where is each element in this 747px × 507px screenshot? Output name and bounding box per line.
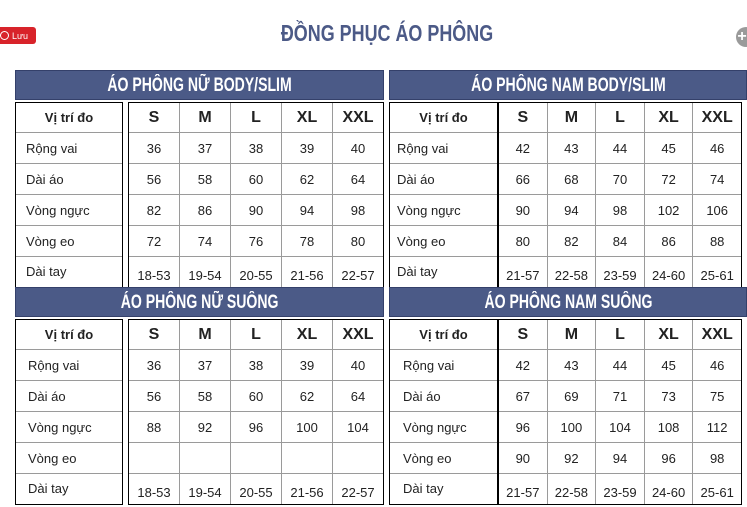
table-cell: 21-57 (506, 485, 540, 500)
measurement-label: Dài tay (390, 256, 497, 286)
table-cell: 37 (179, 350, 230, 380)
table-title-text: ÁO PHÔNG NAM SUÔNG (484, 292, 652, 313)
table-row (129, 225, 383, 256)
table-title-text: ÁO PHÔNG NỮ SUÔNG (120, 292, 279, 313)
table-row (499, 442, 741, 473)
table-cell: 92 (179, 412, 230, 442)
size-header-row (129, 103, 383, 132)
table-cell: 70 (595, 164, 644, 194)
size-header-row (129, 320, 383, 349)
plus-icon[interactable]: + (736, 27, 747, 47)
size-header: L (595, 103, 644, 132)
page-title: ĐỒNG PHỤC ÁO PHÔNG (280, 20, 494, 46)
size-header: M (547, 103, 596, 132)
table-cell: 23-59 (595, 474, 644, 504)
measurement-label: Dài tay (390, 473, 497, 503)
table-cell: 64 (332, 164, 383, 194)
table-cell: 21-56 (281, 257, 332, 287)
measurement-label: Dài tay (16, 256, 122, 286)
size-header-row (499, 103, 741, 132)
table-cell: 78 (281, 226, 332, 256)
table-cell: 62 (281, 381, 332, 411)
table-row (499, 132, 741, 163)
table-cell: 76 (230, 226, 281, 256)
measurement-label: Vòng eo (16, 225, 122, 256)
size-header: M (547, 320, 596, 349)
table-row (129, 380, 383, 411)
table-cell: 82 (146, 202, 162, 218)
table-cell: 98 (595, 195, 644, 225)
table-cell: 38 (230, 133, 281, 163)
row-header-label: Vị trí đo (419, 327, 468, 342)
table-cell: 90 (515, 450, 531, 466)
table-cell: 98 (332, 195, 383, 225)
table-row (499, 411, 741, 442)
table-cell: 102 (644, 195, 693, 225)
table-cell: 19-54 (179, 474, 230, 504)
table-cell: 66 (515, 171, 531, 187)
table-cell: 60 (230, 164, 281, 194)
table-cell: 36 (146, 140, 162, 156)
table-cell: 73 (644, 381, 693, 411)
size-table (389, 287, 747, 505)
table-cell: 36 (146, 357, 162, 373)
table-title-text: ÁO PHÔNG NAM BODY/SLIM (470, 75, 666, 96)
measurement-label: Dài áo (390, 380, 497, 411)
table-cell: 43 (547, 133, 596, 163)
measurement-label: Vòng eo (390, 225, 497, 256)
table-cell: 39 (281, 133, 332, 163)
table-cell: 58 (179, 381, 230, 411)
table-cell: 67 (515, 388, 531, 404)
table-cell: 88 (146, 419, 162, 435)
size-header: L (230, 103, 281, 132)
table-cell: 39 (281, 350, 332, 380)
table-cell: 86 (179, 195, 230, 225)
table-cell: 112 (692, 412, 741, 442)
table-title (389, 287, 747, 317)
table-row (499, 163, 741, 194)
table-row (129, 163, 383, 194)
table-cell: 21-56 (281, 474, 332, 504)
size-header: XXL (332, 320, 383, 349)
table-cell (230, 443, 281, 473)
table-cell: 106 (692, 195, 741, 225)
table-cell: 104 (595, 412, 644, 442)
table-row (129, 442, 383, 473)
measurement-label: Dài áo (16, 163, 122, 194)
table-row (129, 411, 383, 442)
size-header: XXL (332, 103, 383, 132)
table-cell: 56 (146, 171, 162, 187)
table-cell (332, 443, 383, 473)
table-cell: 62 (281, 164, 332, 194)
table-cell: 18-53 (137, 485, 171, 500)
values-column (128, 319, 384, 505)
size-header: XL (644, 320, 693, 349)
table-grid (15, 102, 384, 288)
values-column (498, 319, 742, 505)
table-cell: 44 (595, 133, 644, 163)
save-button-label: Lưu (12, 30, 29, 41)
table-grid (389, 102, 747, 288)
table-cell: 96 (230, 412, 281, 442)
table-cell: 44 (595, 350, 644, 380)
table-cell (129, 443, 179, 473)
row-header-label: Vị trí đo (419, 110, 468, 125)
size-header: XXL (692, 103, 741, 132)
table-cell: 37 (179, 133, 230, 163)
measurement-label: Vòng eo (390, 442, 497, 473)
size-header: M (179, 320, 230, 349)
measurement-label: Dài áo (16, 380, 122, 411)
table-cell: 96 (515, 419, 531, 435)
table-title (15, 70, 384, 100)
table-cell: 25-61 (692, 257, 741, 287)
table-cell (179, 443, 230, 473)
table-cell: 45 (644, 350, 693, 380)
measurement-label: Vòng ngực (390, 194, 497, 225)
table-row (499, 473, 741, 504)
size-header: XL (644, 103, 693, 132)
table-grid (389, 319, 747, 505)
table-cell: 38 (230, 350, 281, 380)
measurement-label: Vòng ngực (390, 411, 497, 442)
table-cell (281, 443, 332, 473)
table-cell: 104 (332, 412, 383, 442)
table-cell: 74 (179, 226, 230, 256)
table-title (389, 70, 747, 100)
table-cell: 58 (179, 164, 230, 194)
save-icon (0, 31, 9, 40)
table-row (499, 349, 741, 380)
table-row (129, 349, 383, 380)
table-cell: 43 (547, 350, 596, 380)
values-column (128, 102, 384, 288)
measurement-label: Vòng ngực (16, 194, 122, 225)
table-cell: 20-55 (230, 257, 281, 287)
table-row (129, 194, 383, 225)
table-cell: 94 (281, 195, 332, 225)
table-cell: 24-60 (644, 257, 693, 287)
values-column (498, 102, 742, 288)
table-cell: 45 (644, 133, 693, 163)
table-cell: 24-60 (644, 474, 693, 504)
table-cell: 84 (595, 226, 644, 256)
table-cell: 25-61 (692, 474, 741, 504)
size-header: L (230, 320, 281, 349)
table-cell: 69 (547, 381, 596, 411)
table-cell: 96 (644, 443, 693, 473)
table-cell: 46 (692, 133, 741, 163)
measurement-label: Dài tay (16, 473, 122, 503)
table-cell: 94 (595, 443, 644, 473)
size-header: S (148, 325, 160, 343)
label-column (389, 319, 498, 505)
table-cell: 64 (332, 381, 383, 411)
table-title-text: ÁO PHÔNG NỮ BODY/SLIM (107, 75, 292, 96)
table-cell: 90 (515, 202, 531, 218)
table-cell: 18-53 (137, 268, 171, 283)
table-row (499, 225, 741, 256)
size-header: S (517, 108, 529, 126)
table-row (129, 256, 383, 287)
table-cell: 20-55 (230, 474, 281, 504)
row-header-label: Vị trí đo (44, 110, 94, 125)
table-cell: 42 (515, 140, 531, 156)
table-cell: 42 (515, 357, 531, 373)
table-cell: 72 (644, 164, 693, 194)
table-cell: 90 (230, 195, 281, 225)
table-cell: 22-57 (332, 474, 383, 504)
size-header: S (148, 108, 160, 126)
table-cell: 22-57 (332, 257, 383, 287)
table-grid (15, 319, 384, 505)
label-column (15, 319, 123, 505)
table-cell: 92 (547, 443, 596, 473)
table-cell: 86 (644, 226, 693, 256)
table-row (499, 194, 741, 225)
label-column (15, 102, 123, 288)
table-cell: 68 (547, 164, 596, 194)
row-header-label: Vị trí đo (44, 327, 94, 342)
table-cell: 80 (515, 233, 531, 249)
table-cell: 71 (595, 381, 644, 411)
size-header-row (499, 320, 741, 349)
table-title (15, 287, 384, 317)
size-table (15, 70, 384, 288)
size-header: XXL (692, 320, 741, 349)
table-cell: 82 (547, 226, 596, 256)
table-cell: 88 (692, 226, 741, 256)
table-cell: 72 (146, 233, 162, 249)
table-cell: 60 (230, 381, 281, 411)
table-cell: 80 (332, 226, 383, 256)
size-table (389, 70, 747, 288)
label-column (389, 102, 498, 288)
table-cell: 22-58 (547, 474, 596, 504)
table-cell: 23-59 (595, 257, 644, 287)
table-cell: 40 (332, 350, 383, 380)
measurement-label: Vòng ngực (16, 411, 122, 442)
measurement-label: Rộng vai (390, 349, 497, 380)
table-cell: 74 (692, 164, 741, 194)
size-header: S (517, 325, 529, 343)
size-table (15, 287, 384, 505)
measurement-label: Rộng vai (390, 132, 497, 163)
table-row (129, 132, 383, 163)
table-row (499, 380, 741, 411)
size-header: L (595, 320, 644, 349)
measurement-label: Dài áo (390, 163, 497, 194)
table-cell: 98 (692, 443, 741, 473)
table-row (129, 473, 383, 504)
table-cell: 21-57 (506, 268, 540, 283)
size-header: XL (281, 103, 332, 132)
measurement-label: Rộng vai (16, 132, 122, 163)
save-button[interactable] (0, 27, 36, 44)
table-cell: 108 (644, 412, 693, 442)
table-cell: 19-54 (179, 257, 230, 287)
table-cell: 94 (547, 195, 596, 225)
table-cell: 46 (692, 350, 741, 380)
table-cell: 100 (547, 412, 596, 442)
table-row (499, 256, 741, 287)
table-cell: 22-58 (547, 257, 596, 287)
table-cell: 40 (332, 133, 383, 163)
measurement-label: Vòng eo (16, 442, 122, 473)
table-cell: 56 (146, 388, 162, 404)
measurement-label: Rộng vai (16, 349, 122, 380)
table-cell: 75 (692, 381, 741, 411)
table-cell: 100 (281, 412, 332, 442)
size-header: M (179, 103, 230, 132)
size-header: XL (281, 320, 332, 349)
